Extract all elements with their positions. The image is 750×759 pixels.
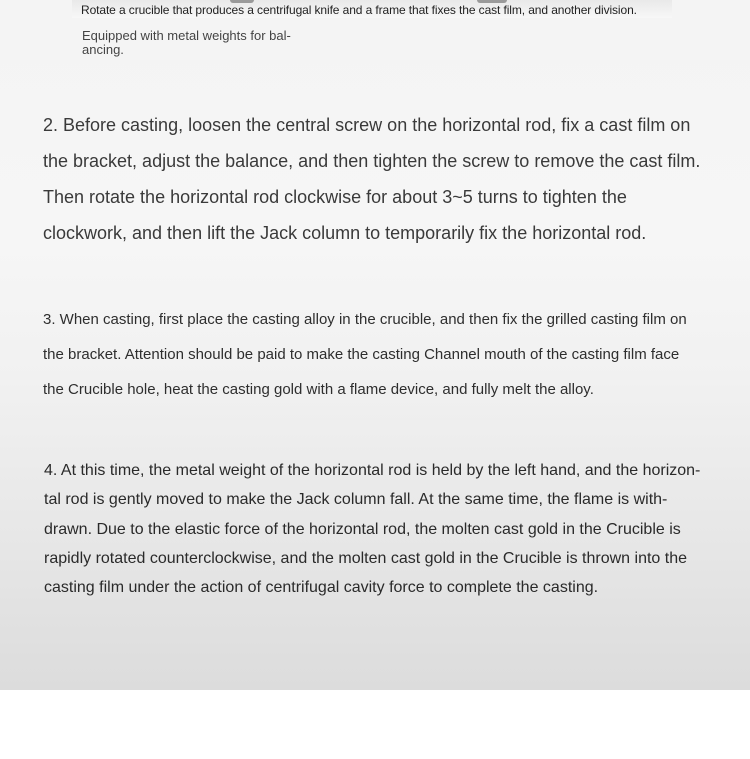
step-3-text: 3. When casting, first place the casting alloy in the crucible, and then fix the grilled casting film on the bracket. Attention should be paid to make the casting Channel mouth of the casting film face the Crucible hole, heat the casting gold with a flame device, and fully melt the alloy. (43, 311, 687, 398)
crucible-caption: Rotate a crucible that produces a centrifugal knife and a frame that fixes the cast film, and another division. (81, 3, 637, 17)
step-2-text: 2. Before casting, loosen the central screw on the horizontal rod, fix a cast film on the bracket, adjust the balance, and then tighten the screw to remove the cast film. Then rotate the horizontal rod clockwise for about 3~5 turns to tighten the clockwork, and then lift the Jack column to temporarily fix the horizontal rod. (43, 115, 701, 243)
weights-caption: Equipped with metal weights for bal-ancing. (82, 28, 291, 57)
step-4-text: 4. At this time, the metal weight of the horizontal rod is held by the left hand, and the horizon-tal rod is gently moved to make the Jack column fall. At the same time, the flame is with-drawn. Due to the elastic force of the horizontal rod, the molten cast gold in the Crucible is rapidly rotated counterclockwise, and the molten cast gold in the Crucible is thrown into the casting film under the action of centrifugal cavity force to complete the casting. (44, 462, 701, 597)
